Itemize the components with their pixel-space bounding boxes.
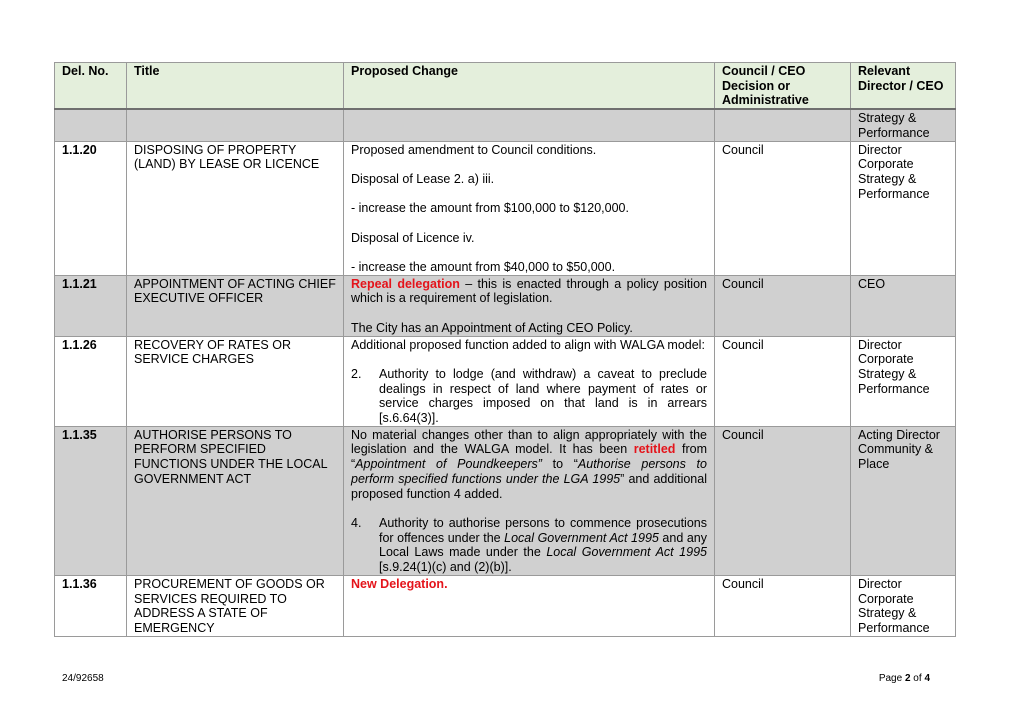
header-proposed-change: Proposed Change bbox=[344, 63, 715, 110]
document-reference: 24/92658 bbox=[62, 673, 104, 684]
director-cell: CEO bbox=[851, 275, 956, 336]
proposed-change-cell: Repeal delegation – this is enacted through a policy position which is a requirement of legislation. The City has an Appointment of Acting CEO Policy. bbox=[344, 275, 715, 336]
director-cell: Director Corporate Strategy & Performance bbox=[851, 575, 956, 636]
new-delegation-label: New Delegation. bbox=[351, 576, 448, 591]
retitled-label: retitled bbox=[633, 442, 676, 457]
del-no-cell: 1.1.35 bbox=[55, 426, 127, 575]
table-row bbox=[55, 275, 956, 336]
table-row bbox=[55, 426, 956, 575]
director-cell: Director Corporate Strategy & Performance bbox=[851, 141, 956, 275]
header-row bbox=[55, 63, 956, 110]
table-row bbox=[55, 109, 956, 141]
decision-cell: Council bbox=[715, 336, 851, 426]
title-cell: DISPOSING OF PROPERTY (LAND) BY LEASE OR LICENCE bbox=[127, 141, 344, 275]
del-no-cell: 1.1.26 bbox=[55, 336, 127, 426]
table-row bbox=[55, 336, 956, 426]
decision-cell: Council bbox=[715, 141, 851, 275]
proposed-change-cell: Proposed amendment to Council conditions. Disposal of Lease 2. a) iii. - increase the amount from $100,000 to $120,000. Disposal of Licence iv. - increase the amount from $40,000 to $50,000. bbox=[344, 141, 715, 275]
del-no-cell: 1.1.36 bbox=[55, 575, 127, 636]
header-decision: Council / CEO Decision or Administrative bbox=[715, 63, 851, 110]
director-cell: Acting Director Community & Place bbox=[851, 426, 956, 575]
decision-cell: Council bbox=[715, 575, 851, 636]
director-cell: Strategy & Performance bbox=[851, 109, 956, 141]
decision-cell: Council bbox=[715, 275, 851, 336]
director-cell: Director Corporate Strategy & Performance bbox=[851, 336, 956, 426]
title-cell: RECOVERY OF RATES OR SERVICE CHARGES bbox=[127, 336, 344, 426]
table-row bbox=[55, 575, 956, 636]
title-cell: AUTHORISE PERSONS TO PERFORM SPECIFIED FUNCTIONS UNDER THE LOCAL GOVERNMENT ACT bbox=[127, 426, 344, 575]
header-director: Relevant Director / CEO bbox=[851, 63, 956, 110]
del-no-cell: 1.1.20 bbox=[55, 141, 127, 275]
proposed-change-cell: Additional proposed function added to align with WALGA model: 2. Authority to lodge (and withdraw) a caveat to preclude dealings in respect of land where payment of rates or service charges imposed on that land is in arrears [s.6.64(3)]. bbox=[344, 336, 715, 426]
del-no-cell: 1.1.21 bbox=[55, 275, 127, 336]
decision-cell: Council bbox=[715, 426, 851, 575]
header-title: Title bbox=[127, 63, 344, 110]
repeal-delegation-label: Repeal delegation bbox=[351, 276, 460, 291]
header-del-no: Del. No. bbox=[55, 63, 127, 110]
delegations-table bbox=[54, 62, 956, 637]
table-row bbox=[55, 141, 956, 275]
title-cell: APPOINTMENT OF ACTING CHIEF EXECUTIVE OFFICER bbox=[127, 275, 344, 336]
list-item: 2. Authority to lodge (and withdraw) a caveat to preclude dealings in respect of land where payment of rates or service charges imposed on that land is in arrears [s.6.64(3)]. bbox=[351, 366, 707, 426]
proposed-change-cell bbox=[344, 575, 715, 636]
title-cell: PROCUREMENT OF GOODS OR SERVICES REQUIRED TO ADDRESS A STATE OF EMERGENCY bbox=[127, 575, 344, 636]
list-item: 4. Authority to authorise persons to commence prosecutions for offences under the Local Government Act 1995 and any Local Laws made under the Local Government Act 1995 [s.9.24(1)(c) and (2)(b)]. bbox=[351, 515, 707, 575]
page-number: Page 2 of 4 bbox=[878, 673, 930, 684]
proposed-change-cell: No material changes other than to align appropriately with the legislation and the WALGA model. It has been retitled from “Appointment of Poundkeepers” to “Authorise persons to perform specified functions under the LGA 1995” and additional proposed function 4 added. 4. Authority to authorise persons to commence prosecutions for offences under the Local Government Act 1995 and any Local Laws made under the Local Government Act 1995 [s.9.24(1)(c) and (2)(b)]. bbox=[344, 426, 715, 575]
